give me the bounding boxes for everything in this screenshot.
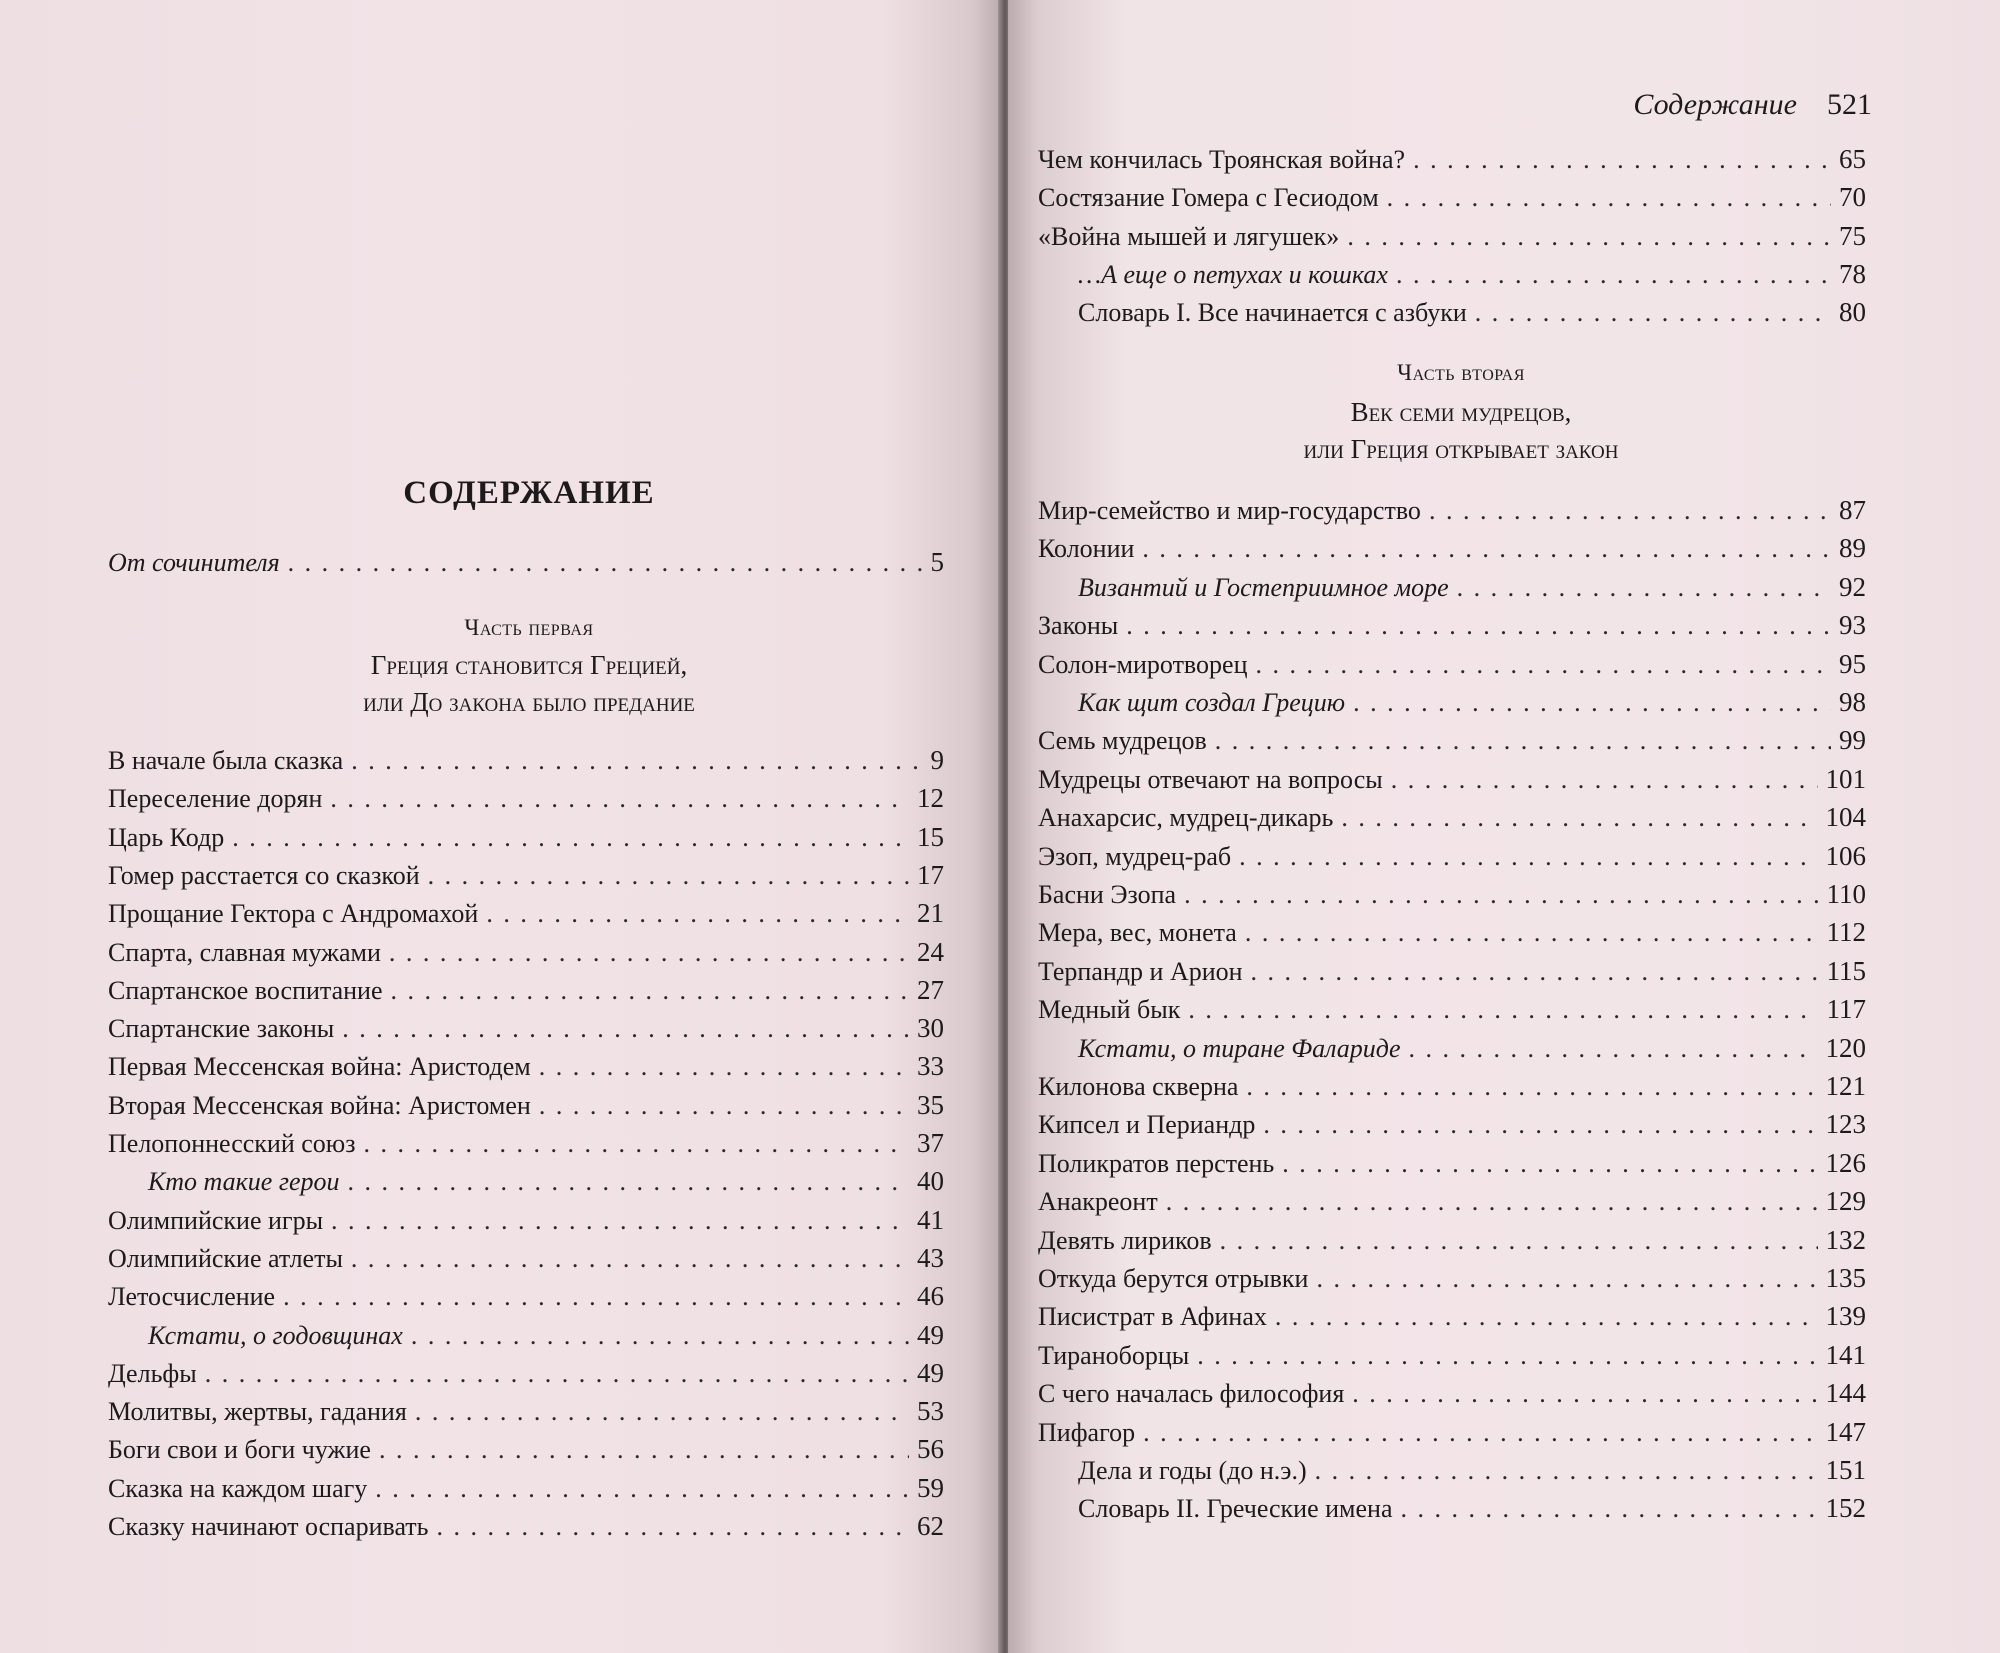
- dot-leader: [1256, 648, 1832, 682]
- entry-page: 17: [917, 859, 944, 890]
- entry-page: 5: [930, 547, 944, 577]
- entry-title: Пелопоннесский союз: [108, 1129, 356, 1158]
- toc-entry[interactable]: [108, 1356, 944, 1390]
- toc-entry[interactable]: [108, 935, 944, 969]
- toc-entry[interactable]: [148, 1164, 944, 1198]
- toc-entry[interactable]: [1078, 570, 1866, 604]
- toc-entry[interactable]: [108, 1394, 944, 1428]
- dot-leader: [375, 1472, 909, 1506]
- running-head-title: Содержание: [1633, 88, 1797, 121]
- toc-entry[interactable]: [1038, 992, 1866, 1026]
- entry-page: 121: [1825, 1071, 1866, 1101]
- entry-page: 33: [917, 1051, 944, 1082]
- dot-leader: [1245, 916, 1819, 950]
- entry-title: Солон-миротворец: [1038, 649, 1248, 679]
- toc-entry[interactable]: [1038, 1184, 1866, 1218]
- toc-entry[interactable]: [1038, 915, 1866, 949]
- entry-page: 132: [1825, 1224, 1866, 1255]
- part-title-line1: Век семи мудрецов,: [1350, 397, 1572, 427]
- entry-page: 37: [917, 1128, 944, 1158]
- toc-entry[interactable]: [1038, 219, 1866, 253]
- toc-entry[interactable]: [108, 1049, 944, 1083]
- toc-entry[interactable]: [108, 1203, 944, 1237]
- entry-page: 59: [917, 1472, 944, 1503]
- entry-title: Сказка на каждом шагу: [108, 1473, 368, 1503]
- entry-page: 152: [1825, 1493, 1866, 1524]
- entry-title: Поликратов перстень: [1038, 1148, 1275, 1178]
- dot-leader: [348, 1165, 909, 1199]
- entry-title: «Война мышей и лягушек»: [1038, 221, 1340, 251]
- toc-entry[interactable]: [108, 1432, 944, 1466]
- entry-page: 62: [917, 1511, 944, 1541]
- entry-title: Кто такие герои: [148, 1167, 340, 1197]
- entry-page: 41: [917, 1204, 944, 1235]
- toc-entry[interactable]: [108, 1471, 944, 1505]
- entry-page: 98: [1839, 687, 1866, 717]
- dot-leader: [539, 1089, 909, 1123]
- entry-page: 24: [917, 936, 944, 967]
- dot-leader: [1352, 1377, 1817, 1411]
- dot-leader: [1347, 220, 1831, 254]
- entry-page: 117: [1826, 994, 1866, 1025]
- running-head: [1633, 88, 1872, 122]
- entry-title: Византий и Гостеприимное море: [1078, 572, 1449, 602]
- toc-entry[interactable]: [108, 1126, 944, 1160]
- dot-leader: [428, 859, 909, 893]
- dot-leader: [1197, 1339, 1817, 1373]
- entry-title: Спартанские законы: [108, 1014, 335, 1044]
- dot-leader: [1401, 1492, 1818, 1526]
- dot-leader: [486, 897, 909, 931]
- toc-entry[interactable]: [108, 973, 944, 1007]
- toc-entry[interactable]: [108, 743, 944, 777]
- entry-page: 147: [1825, 1416, 1866, 1447]
- toc-entry[interactable]: [1038, 1261, 1866, 1295]
- entry-page: 151: [1825, 1455, 1866, 1485]
- contents-title: СОДЕРЖАНИЕ: [403, 475, 655, 511]
- toc-entry[interactable]: [1078, 257, 1866, 291]
- entry-page: 106: [1825, 840, 1866, 871]
- toc-entry[interactable]: [1038, 762, 1866, 796]
- entry-title: Медный бык: [1038, 995, 1181, 1025]
- dot-leader: [1316, 1262, 1817, 1296]
- dot-leader: [351, 744, 922, 778]
- entry-title: Писистрат в Афинах: [1038, 1302, 1267, 1332]
- entry-title: Боги свои и боги чужие: [108, 1435, 371, 1465]
- entry-title: Летосчисление: [108, 1282, 276, 1312]
- toc-entry[interactable]: [108, 858, 944, 892]
- entry-page: 129: [1825, 1186, 1866, 1217]
- entry-page: 135: [1825, 1263, 1866, 1293]
- dot-leader: [1275, 1300, 1818, 1334]
- dot-leader: [1409, 1032, 1818, 1066]
- toc-entry[interactable]: [1078, 685, 1866, 719]
- entry-title: Басни Эзопа: [1038, 880, 1177, 909]
- toc-entry[interactable]: [108, 820, 944, 854]
- entry-title: Олимпийские игры: [108, 1205, 324, 1235]
- toc-entry[interactable]: [1038, 1415, 1866, 1449]
- entry-title: Кипсел и Периандр: [1038, 1110, 1256, 1140]
- entry-title: Мера, вес, монета: [1038, 918, 1237, 948]
- entry-page: 80: [1839, 297, 1866, 328]
- entry-title: Кстати, о годовщинах: [148, 1320, 403, 1350]
- toc-entry[interactable]: [1078, 295, 1866, 329]
- right-page: [1008, 0, 2000, 1653]
- dot-leader: [351, 1242, 909, 1276]
- entry-title: Килонова скверна: [1038, 1072, 1239, 1101]
- entry-page: 15: [917, 821, 944, 852]
- entry-title: …А еще о петухах и кошках: [1078, 259, 1388, 289]
- dot-leader: [1239, 840, 1817, 874]
- entry-title: Гомер расстается со сказкой: [108, 860, 420, 890]
- dot-leader: [1246, 1070, 1817, 1104]
- part-title-line2: или Греция открывает закон: [1303, 434, 1619, 464]
- entry-page: 126: [1825, 1147, 1866, 1178]
- entry-title: Тираноборцы: [1038, 1340, 1190, 1370]
- entry-page: 65: [1839, 144, 1866, 174]
- entry-page: 27: [917, 974, 944, 1005]
- entry-title: С чего началась философия: [1038, 1379, 1345, 1409]
- dot-leader: [1396, 258, 1831, 292]
- toc-entry[interactable]: [1038, 1107, 1866, 1141]
- dot-leader: [1429, 494, 1831, 528]
- entry-page: 21: [917, 898, 944, 929]
- entry-title: Переселение дорян: [108, 784, 323, 814]
- dot-leader: [330, 782, 909, 816]
- dot-leader: [331, 1204, 909, 1238]
- dot-leader: [342, 1012, 909, 1046]
- entry-page: 49: [917, 1319, 944, 1350]
- dot-leader: [437, 1510, 909, 1544]
- entry-title: Терпандр и Арион: [1038, 956, 1243, 986]
- toc-entry[interactable]: [1038, 493, 1866, 527]
- entry-title: Вторая Мессенская война: Аристомен: [108, 1090, 531, 1120]
- dot-leader: [391, 974, 910, 1008]
- part-label: Часть вторая: [1397, 360, 1525, 385]
- entry-title: В начале была сказка: [108, 746, 344, 775]
- entry-page: 40: [917, 1166, 944, 1197]
- entry-title: Царь Кодр: [108, 822, 225, 852]
- entry-page: 144: [1825, 1378, 1866, 1409]
- toc-entry[interactable]: [1038, 1338, 1866, 1372]
- toc-entry[interactable]: [1038, 180, 1866, 214]
- entry-page: 43: [917, 1242, 944, 1273]
- entry-title: Состязание Гомера с Гесиодом: [1038, 183, 1379, 213]
- toc-entry[interactable]: [108, 896, 944, 930]
- dot-leader: [1475, 296, 1831, 330]
- dot-leader: [1263, 1108, 1817, 1142]
- entry-title: От сочинителя: [108, 548, 280, 577]
- part-title-line1: Греция становится Грецией,: [370, 650, 688, 680]
- entry-page: 53: [917, 1396, 944, 1427]
- entry-page: 115: [1826, 955, 1866, 986]
- entry-page: 56: [917, 1434, 944, 1465]
- dot-leader: [1251, 955, 1819, 989]
- entry-title: Сказку начинают оспаривать: [108, 1512, 429, 1541]
- entry-page: 87: [1839, 495, 1866, 525]
- toc-entry[interactable]: [1038, 647, 1866, 681]
- toc-entry[interactable]: [108, 781, 944, 815]
- dot-leader: [411, 1319, 909, 1353]
- entry-title: Как щит создал Грецию: [1078, 688, 1346, 717]
- dot-leader: [232, 821, 909, 855]
- toc-entry[interactable]: [108, 1088, 944, 1122]
- entry-page: 99: [1839, 725, 1866, 756]
- toc-entry[interactable]: [1038, 531, 1866, 565]
- dot-leader: [1387, 181, 1831, 215]
- dot-leader: [1126, 609, 1831, 643]
- entry-title: Молитвы, жертвы, гадания: [108, 1397, 407, 1427]
- toc-entry[interactable]: [1078, 1031, 1866, 1065]
- toc-entry[interactable]: [1038, 1223, 1866, 1257]
- dot-leader: [1413, 143, 1831, 177]
- dot-leader: [364, 1127, 910, 1161]
- part-title-line2: или До закона было предание: [363, 687, 695, 717]
- toc-entry[interactable]: [108, 1509, 944, 1543]
- toc-entry[interactable]: [108, 1011, 944, 1045]
- toc-entry[interactable]: [108, 1241, 944, 1275]
- entry-title: Словарь I. Все начинается с азбуки: [1078, 298, 1467, 328]
- toc-entry[interactable]: [148, 1318, 944, 1352]
- dot-leader: [1315, 1454, 1818, 1488]
- dot-leader: [539, 1050, 909, 1084]
- toc-entry[interactable]: [1038, 954, 1866, 988]
- entry-page: 35: [917, 1089, 944, 1120]
- entry-page: 9: [930, 745, 944, 775]
- entry-title: Законы: [1038, 611, 1119, 641]
- toc-entry[interactable]: [1038, 877, 1866, 911]
- toc-entry[interactable]: [1038, 800, 1866, 834]
- entry-title: Анакреонт: [1038, 1187, 1158, 1217]
- entry-page: 46: [917, 1281, 944, 1312]
- toc-entry[interactable]: [1038, 608, 1866, 642]
- entry-page: 110: [1826, 879, 1866, 909]
- page-number: 521: [1827, 88, 1872, 121]
- entry-title: Откуда берутся отрывки: [1038, 1264, 1309, 1293]
- entry-page: 141: [1825, 1339, 1866, 1370]
- part-label: Часть первая: [464, 615, 594, 640]
- entry-title: Прощание Гектора с Андромахой: [108, 899, 479, 929]
- toc-entry[interactable]: [1038, 723, 1866, 757]
- dot-leader: [1184, 878, 1818, 912]
- entry-title: Пифагор: [1038, 1417, 1136, 1447]
- entry-page: 78: [1839, 258, 1866, 289]
- toc-entry[interactable]: [1038, 1069, 1866, 1103]
- entry-title: Чем кончилась Троянская война?: [1038, 145, 1406, 174]
- entry-page: 104: [1825, 802, 1866, 833]
- entry-page: 101: [1825, 763, 1866, 794]
- entry-title: Спартанское воспитание: [108, 975, 383, 1005]
- entry-title: Первая Мессенская война: Аристодем: [108, 1052, 531, 1082]
- dot-leader: [1215, 724, 1831, 758]
- entry-title: Мир-семейство и мир-государство: [1038, 496, 1421, 525]
- entry-page: 123: [1825, 1109, 1866, 1140]
- dot-leader: [1341, 801, 1817, 835]
- dot-leader: [1142, 532, 1831, 566]
- entry-page: 139: [1825, 1301, 1866, 1332]
- entry-title: Олимпийские атлеты: [108, 1243, 343, 1273]
- entry-title: Дельфы: [108, 1358, 197, 1388]
- entry-page: 89: [1839, 533, 1866, 564]
- dot-leader: [379, 1433, 909, 1467]
- dot-leader: [283, 1280, 909, 1314]
- entry-title: Эзоп, мудрец-раб: [1038, 841, 1232, 871]
- dot-leader: [389, 936, 909, 970]
- entry-title: Семь мудрецов: [1038, 726, 1207, 756]
- entry-title: Девять лириков: [1038, 1225, 1212, 1255]
- toc-entry[interactable]: [1038, 839, 1866, 873]
- toc-entry[interactable]: [1038, 1376, 1866, 1410]
- toc-entry[interactable]: [1038, 1299, 1866, 1333]
- entry-page: 93: [1839, 610, 1866, 641]
- toc-entry[interactable]: [1038, 142, 1866, 176]
- entry-title: Мудрецы отвечают на вопросы: [1038, 764, 1383, 794]
- entry-title: Словарь II. Греческие имена: [1078, 1494, 1393, 1524]
- entry-title: Кстати, о тиране Фаларидe: [1078, 1033, 1401, 1063]
- dot-leader: [415, 1395, 909, 1429]
- entry-page: 112: [1826, 917, 1866, 948]
- dot-leader: [288, 546, 923, 580]
- entry-page: 75: [1839, 220, 1866, 251]
- dot-leader: [1353, 686, 1831, 720]
- entry-page: 30: [917, 1013, 944, 1044]
- toc-entry[interactable]: [1078, 1453, 1866, 1487]
- entry-page: 49: [917, 1357, 944, 1388]
- entry-page: 95: [1839, 648, 1866, 679]
- dot-leader: [1391, 763, 1818, 797]
- toc-entry[interactable]: [108, 545, 944, 579]
- entry-page: 92: [1839, 571, 1866, 602]
- entry-title: Колонии: [1038, 534, 1135, 564]
- dot-leader: [1166, 1185, 1818, 1219]
- entry-page: 120: [1825, 1032, 1866, 1063]
- entry-title: Спарта, славная мужами: [108, 937, 381, 967]
- toc-entry[interactable]: [1038, 1146, 1866, 1180]
- dot-leader: [1188, 993, 1818, 1027]
- entry-page: 70: [1839, 182, 1866, 213]
- entry-title: Дела и годы (до н.э.): [1078, 1456, 1307, 1485]
- dot-leader: [1143, 1416, 1817, 1450]
- dot-leader: [1282, 1147, 1817, 1181]
- entry-title: Анахарсис, мудрец-дикарь: [1038, 803, 1334, 833]
- dot-leader: [1220, 1224, 1818, 1258]
- dot-leader: [205, 1357, 909, 1391]
- dot-leader: [1457, 571, 1831, 605]
- entry-page: 12: [917, 783, 944, 814]
- toc-entry[interactable]: [108, 1279, 944, 1313]
- toc-entry[interactable]: [1078, 1491, 1866, 1525]
